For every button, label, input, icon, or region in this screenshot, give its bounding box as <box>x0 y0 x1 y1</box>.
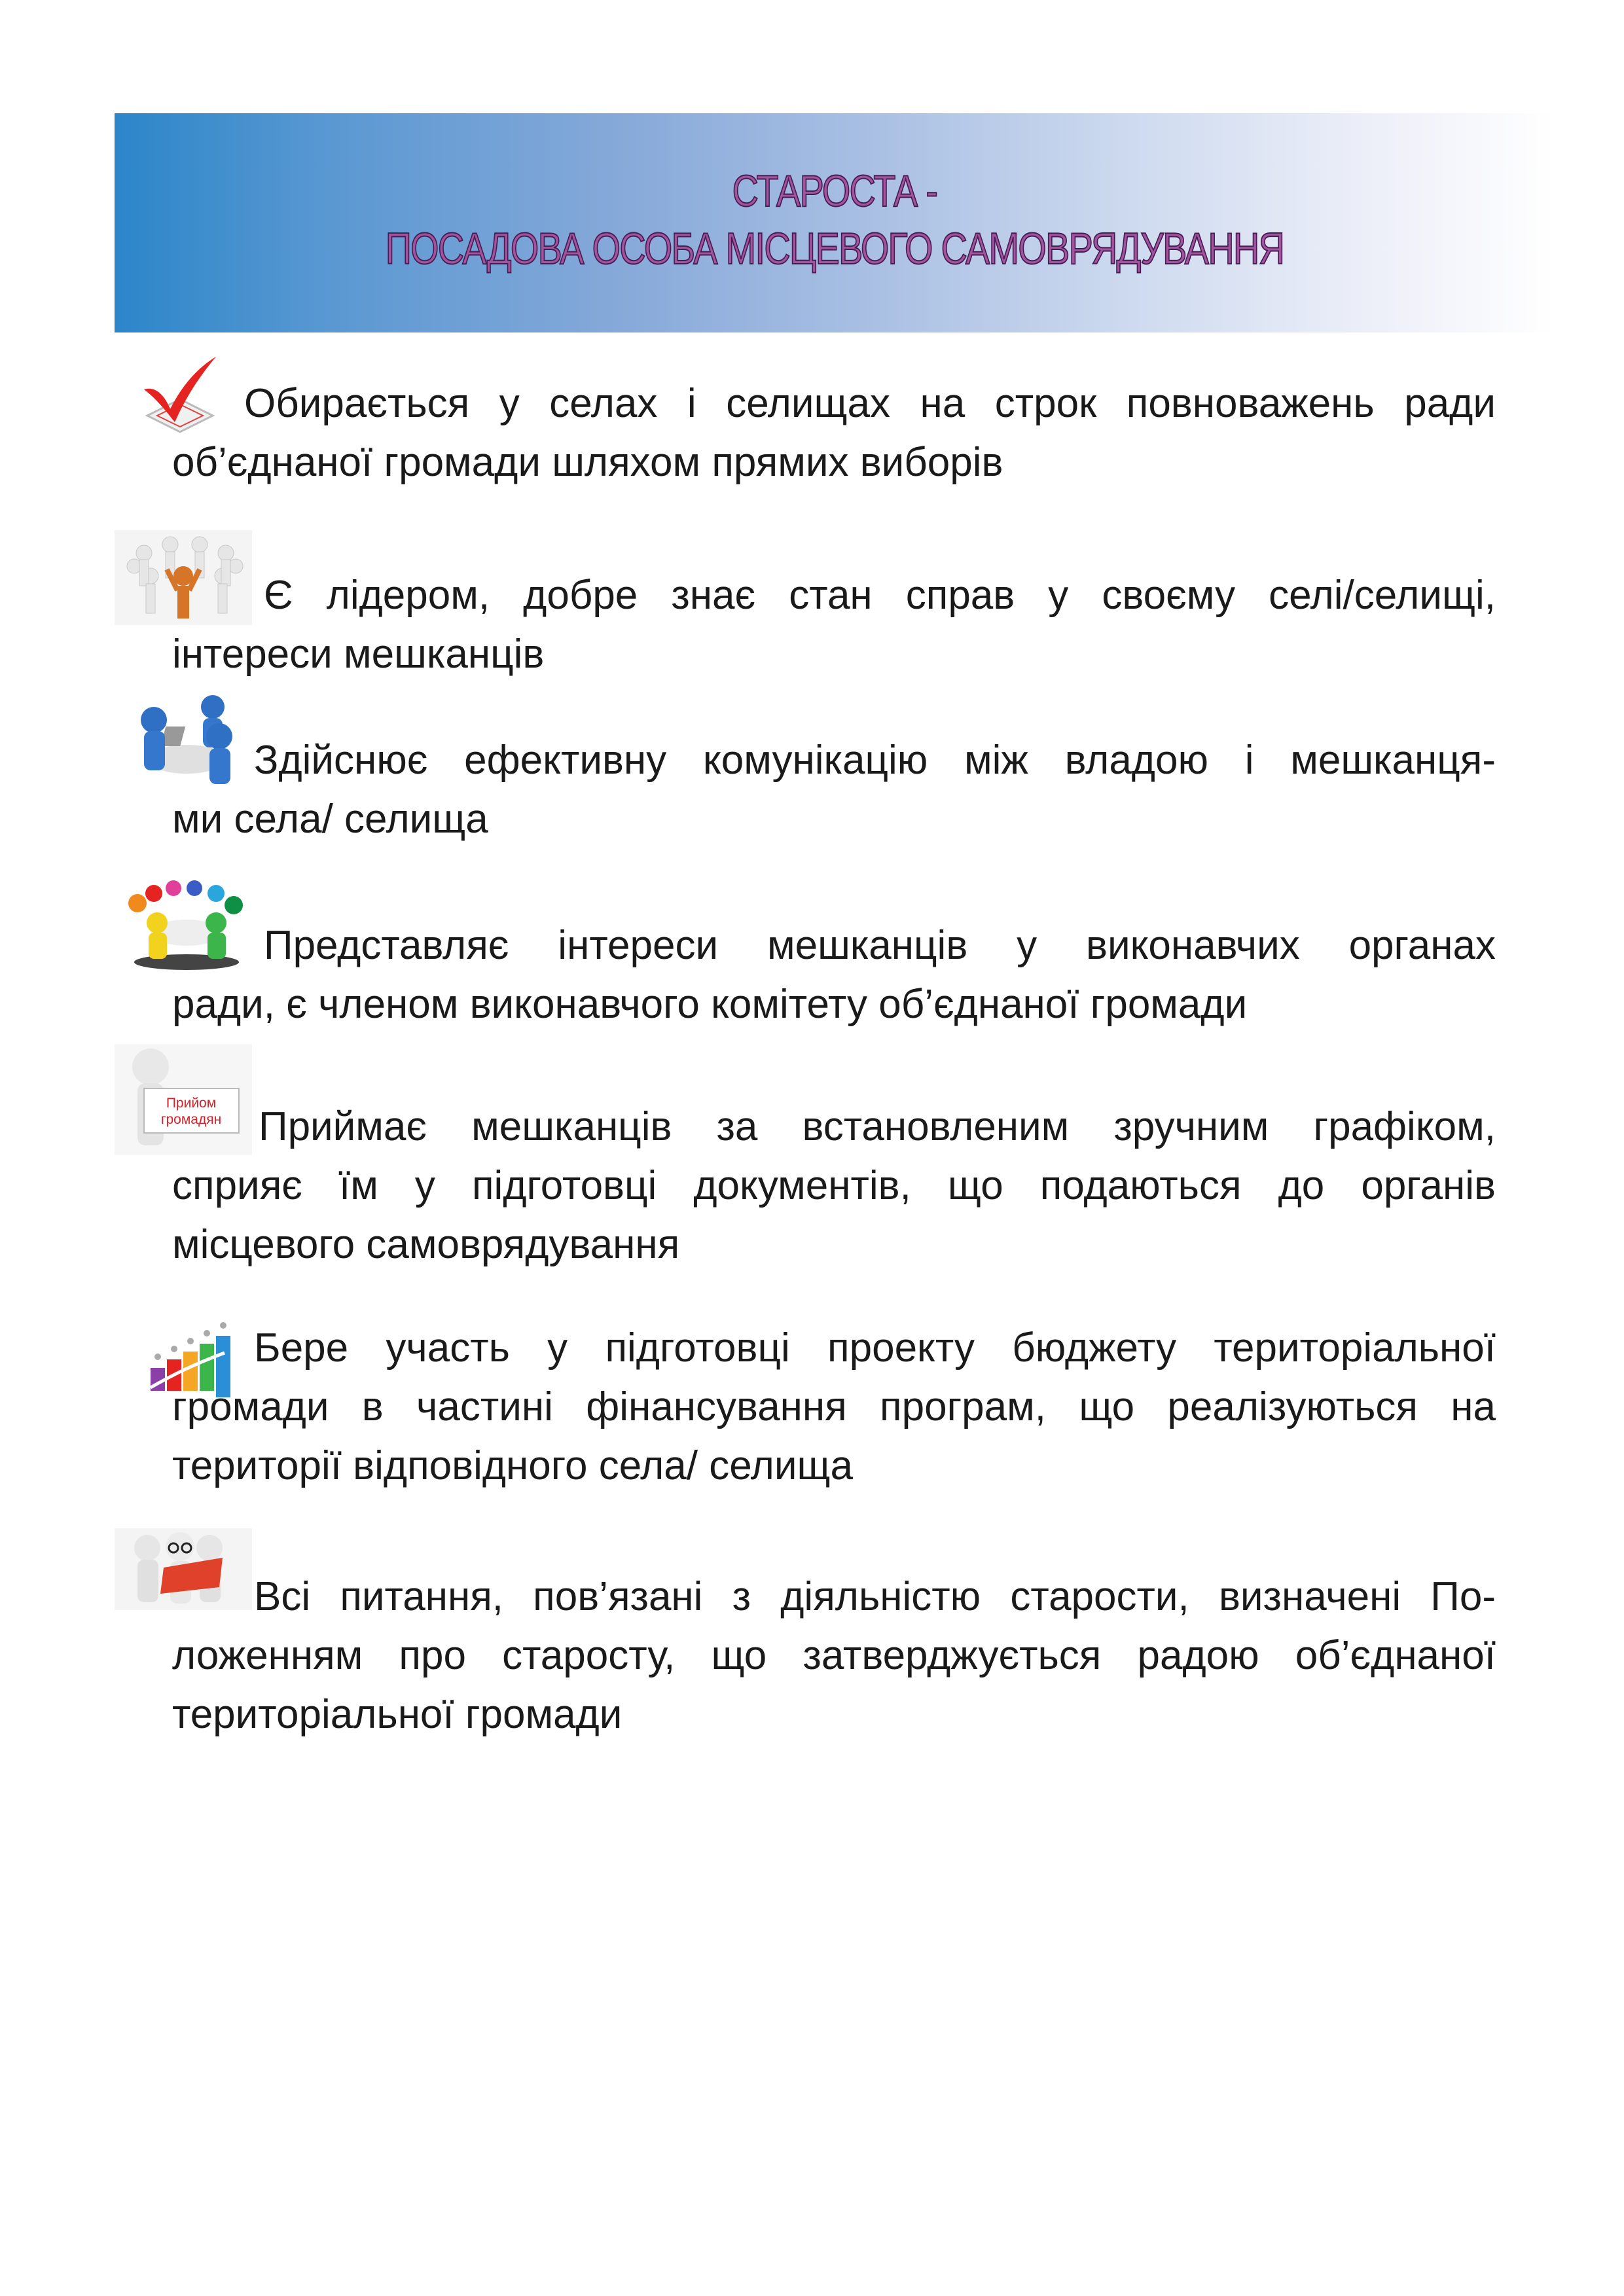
list-item-represents <box>115 880 1496 1037</box>
item-text: Обирається у селах і селищах на строк повноважень ради об’єднаної громади шляхом прямих виборів <box>172 381 1496 485</box>
item-text: Всі питання, пов’язані з діяльністю старости, визначені По- ложенням про старосту, що затверджується радою об’єднаної територіальної громади <box>172 1574 1496 1737</box>
item-text: Є лідером, добре знає стан справ у своєму селі/селищі, інтереси мешканців <box>172 573 1496 677</box>
list-item-leader <box>115 530 1496 681</box>
banner-title-line2: ПОСАДОВА ОСОБА МІСЦЕВОГО САМОВРЯДУВАННЯ <box>385 224 1284 274</box>
svg-text:громадян: громадян <box>160 1112 222 1127</box>
list-item-elected <box>115 353 1496 497</box>
list-item-communication <box>115 691 1496 848</box>
item-text: Здійснює ефективну комунікацію між владою і мешканця- ми села/ селища <box>172 738 1496 842</box>
item-text: Представляє інтереси мешканців у виконавчих органах ради, є членом виконавчого комітету об’єднаної громади <box>172 923 1496 1027</box>
list-item-budget <box>115 1319 1496 1535</box>
list-item-regulation <box>115 1528 1496 1744</box>
banner-title-line1: СТАРОСТА - <box>732 166 937 216</box>
title-banner <box>115 113 1555 332</box>
item-text: Бере участь у підготовці проекту бюджету територіальної громади в частині фінансування програм, що реалізуються на території відповідного села/ селища <box>172 1325 1496 1488</box>
item-text: Приймає мешканців за встановленим зручним графіком, сприяє їм у підготовці документів, що подаються до органів місцевого самоврядування <box>172 1104 1496 1267</box>
svg-text:Прийом: Прийом <box>166 1096 217 1111</box>
list-item-reception <box>115 1044 1496 1266</box>
